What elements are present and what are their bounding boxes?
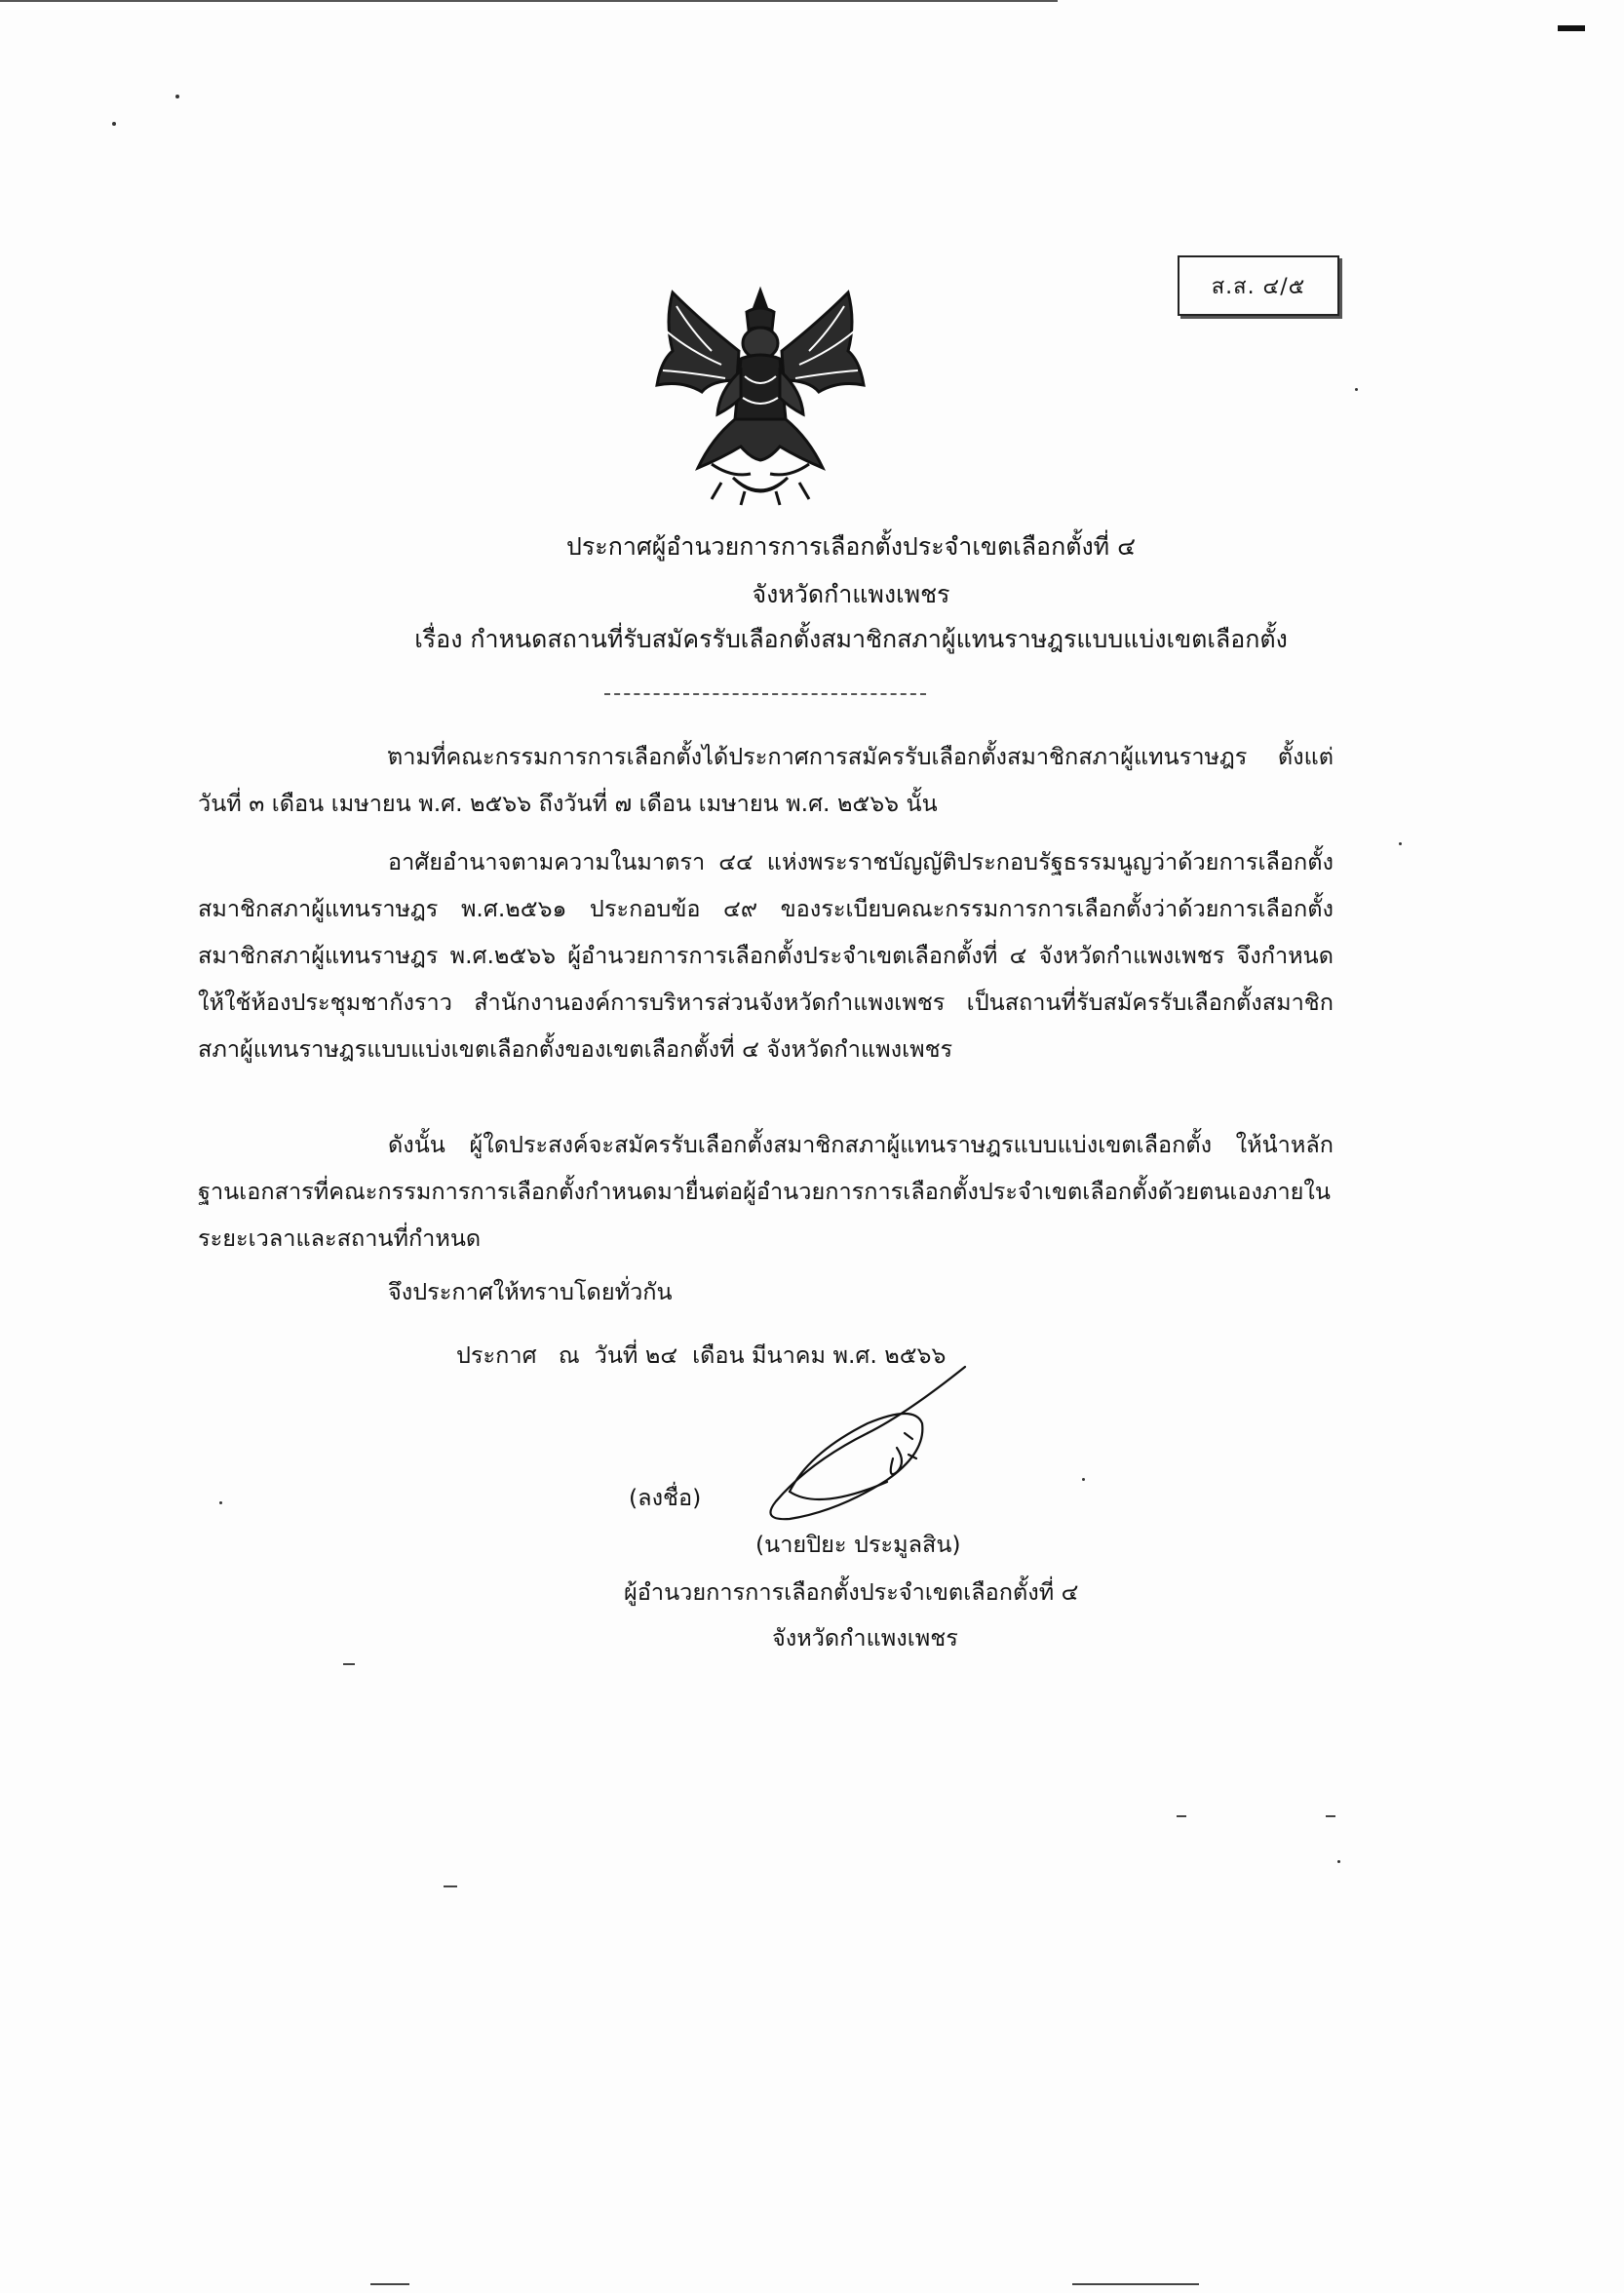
form-code: ส.ส. ๔/๕ [1211,274,1306,299]
subject-heading: เรื่อง กำหนดสถานที่รับสมัครรับเลือกตั้งสมาชิกสภาผู้แทนราษฎรแบบแบ่งเขตเลือกตั้ง [414,625,1288,653]
signature-label: (ลงชื่อ) [629,1484,702,1511]
signer-name: (นายปิยะ ประมูลสิน) [755,1531,961,1558]
scan-speck [175,95,179,98]
scan-speck [112,122,116,126]
scan-speck [1082,1478,1085,1481]
handwritten-signature [751,1365,994,1531]
scan-dash [370,2283,409,2285]
scan-dash [1177,1815,1186,1817]
signer-title: ผู้อำนวยการการเลือกตั้งประจำเขตเลือกตั้งที่ ๔ [624,1578,1079,1606]
form-code-box [1178,255,1339,316]
scan-edge-line [0,0,1058,2]
body-paragraph-3: ดังนั้น ผู้ใดประสงค์จะสมัครรับเลือกตั้งสมาชิกสภาผู้แทนราษฎรแบบแบ่งเขตเลือกตั้ง ให้นำหลักฐานเอกสารที่คณะกรรมการการเลือกตั้งกำหนดมายื่นต่อผู้อำนวยการการเลือกตั้งประจำเขตเลือกตั้งด้วยตนเองภายในระยะเวลาและสถานที่กำหนด [198,1131,1334,1252]
body-paragraph-2: อาศัยอำนาจตามความในมาตรา ๔๔ แห่งพระราชบัญญัติประกอบรัฐธรรมนูญว่าด้วยการเลือกตั้งสมาชิกสภาผู้แทนราษฎร พ.ศ.๒๕๖๑ ประกอบข้อ ๔๙ ของระเบียบคณะกรรมการการเลือกตั้งว่าด้วยการเลือกตั้งสมาชิกสภาผู้แทนราษฎร พ.ศ.๒๕๖๖ ผู้อำนวยการการเลือกตั้งประจำเขตเลือกตั้งที่ ๔ จังหวัดกำแพงเพชร จึงกำหนดให้ใช้ห้องประชุมชากังราว สำนักงานองค์การบริหารส่วนจังหวัดกำแพงเพชร เป็นสถานที่รับสมัครรับเลือกตั้งสมาชิกสภาผู้แทนราษฎรแบบแบ่งเขตเลือกตั้งของเขตเลือกตั้งที่ ๔ จังหวัดกำแพงเพชร [198,848,1334,1063]
scan-dash [1326,1815,1335,1817]
garuda-emblem-icon [643,283,877,507]
scan-mark [1558,25,1585,31]
province-heading: จังหวัดกำแพงเพชร [752,580,950,608]
signer-province: จังหวัดกำแพงเพชร [772,1624,958,1652]
announcement-date: ประกาศ ณ วันที่ ๒๔ เดือน มีนาคม พ.ศ. ๒๕๖๖ [456,1341,947,1369]
scan-dash [1072,2283,1199,2285]
scan-dash [444,1885,457,1887]
scan-speck [1337,1860,1340,1863]
body-paragraph-1: ตามที่คณะกรรมการการเลือกตั้งได้ประกาศการสมัครรับเลือกตั้งสมาชิกสภาผู้แทนราษฎร ตั้งแต่วันที่ ๓ เดือน เมษายน พ.ศ. ๒๕๖๖ ถึงวันที่ ๗ เดือน เมษายน พ.ศ. ๒๕๖๖ นั้น [198,743,1334,817]
announcement-title: ประกาศผู้อำนวยการการเลือกตั้งประจำเขตเลือกตั้งที่ ๔ [566,532,1136,561]
scan-speck [1355,388,1358,391]
scan-dash [343,1663,355,1665]
heading-divider [604,693,926,695]
scan-speck [1399,842,1402,845]
closing-statement: จึงประกาศให้ทราบโดยทั่วกัน [388,1278,673,1305]
scan-speck [219,1501,222,1504]
